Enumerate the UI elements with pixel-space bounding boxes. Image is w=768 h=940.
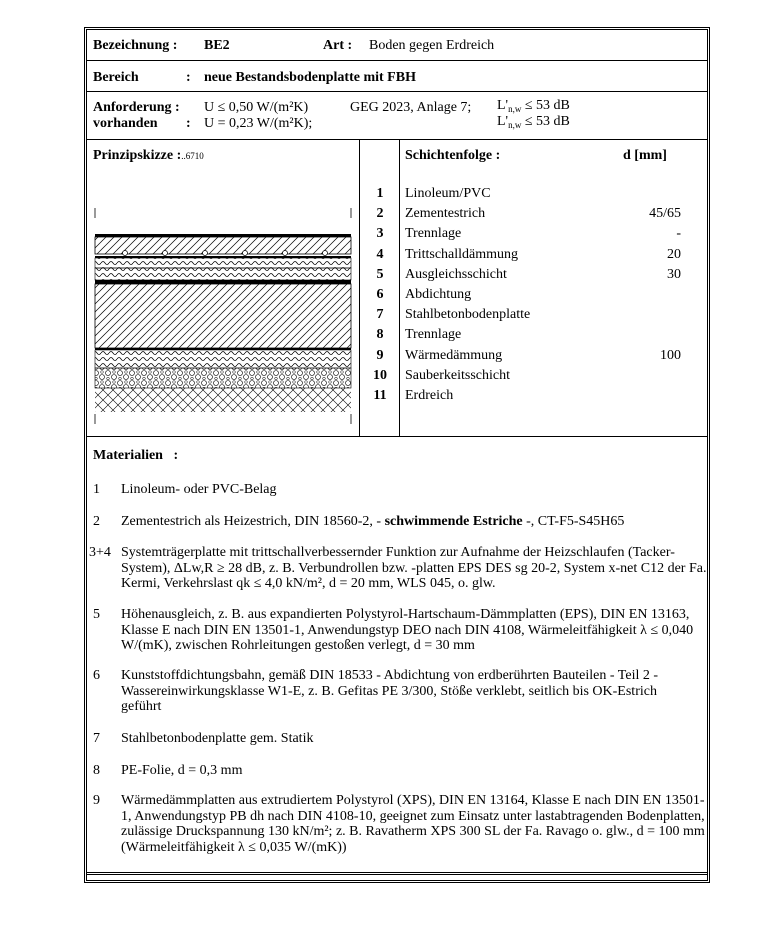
- divider: [87, 436, 707, 437]
- layer-thickness: -: [676, 226, 681, 242]
- material-num: 2: [93, 514, 100, 529]
- material-num: 5: [93, 607, 100, 622]
- material-text: Linoleum- oder PVC-Belag: [121, 482, 277, 497]
- layer-thickness: 100: [660, 347, 681, 363]
- divider: [87, 91, 707, 92]
- layer-number: 7: [376, 307, 384, 323]
- layer-number: 6: [376, 287, 384, 302]
- material-num: 6: [93, 668, 100, 683]
- anforderung-label: Anforderung :: [93, 100, 180, 115]
- layer-number: 9: [376, 347, 384, 363]
- layer-name: Stahlbetonbodenplatte: [405, 307, 531, 323]
- material-text: Kunststoffdichtungsbahn, gemäß DIN 18533 - Abdichtung von erdberührten Bauteilen - Teil 2 - Wassereinwirkungsklasse W1-E, z. B. Gefitas PE 3/300, Stöße verklebt, seitlich bis OK-Estrich geführt: [121, 668, 659, 715]
- layer-name: Erdreich: [405, 388, 454, 403]
- art-value: Boden gegen Erdreich: [369, 38, 495, 53]
- material-text: PE-Folie, d = 0,3 mm: [121, 763, 243, 778]
- layer-number: 3: [376, 226, 384, 242]
- material-text: Zementestrich als Heizestrich, DIN 18560-2, - schwimmende Estriche -, CT-F5-S45H65: [121, 514, 625, 529]
- material-text: Höhenausgleich, z. B. aus expandierten Polystyrol-Hartschaum-Dämmplatten (EPS), DIN EN 13163, Klasse E nach DIN EN 13501-1, Anwendungstyp DEO nach DIN 4108, Wärmeleitfähigkeit λ ≤ 0,040 W/(mK), zwischen Rohrleitungen gestoßen verlegt, d = 30 mm: [121, 607, 694, 654]
- l-existing: $L'_{n,w} \le 53$ dB: [497, 114, 570, 130]
- layer-number: 8: [376, 327, 384, 343]
- material-num: 7: [93, 731, 100, 746]
- material-text: Stahlbetonbodenplatte gem. Statik: [121, 731, 314, 746]
- vorhanden-value: U = 0,23 W/(m²K);: [204, 116, 313, 131]
- layer-number: 4: [376, 246, 384, 262]
- material-num: 3+4: [89, 545, 111, 560]
- vorhanden-colon: :: [186, 116, 191, 131]
- material-text: Systemträgerplatte mit trittschallverbessernder Funktion zur Aufnahme der Heizschlaufen (Tacker-System), ΔLw,R ≥ 28 dB, z. B. Verbundrollen bzw. -platten EPS DES sg 20-2, System x-net C12 der Fa. Kermi, Verkehrslast qk ≤ 4,0 kN/m², d = 20 mm, WLS 045, o. glw.: [121, 545, 707, 592]
- layer-name: Ausgleichsschicht: [405, 266, 507, 282]
- layer-number: 11: [373, 388, 387, 403]
- layer-number: 2: [376, 206, 384, 222]
- material-num: 1: [93, 482, 100, 497]
- divider: [87, 139, 707, 140]
- layer-name: Abdichtung: [405, 287, 472, 302]
- bezeichnung-value: BE2: [204, 38, 230, 53]
- layer-thickness: 45/65: [649, 206, 681, 222]
- art-label: Art :: [323, 38, 353, 53]
- material-num: 9: [93, 793, 100, 808]
- material-num: 8: [93, 763, 100, 778]
- divider: [87, 60, 707, 61]
- layer-number: 1: [376, 186, 384, 201]
- sketch-label: Prinzipskizze :..6710: [93, 148, 204, 163]
- layer-thickness: 30: [667, 266, 681, 282]
- geg-reference: GEG 2023, Anlage 7;: [350, 100, 472, 115]
- column-divider: [399, 140, 400, 436]
- anforderung-value: U ≤ 0,50 W/(m²K): [204, 100, 309, 115]
- layer-name: Trennlage: [405, 327, 462, 343]
- layer-name: Zementestrich: [405, 206, 486, 222]
- layers-unit: d [mm]: [623, 148, 667, 163]
- floor-section-sketch: [93, 170, 353, 430]
- bereich-value: neue Bestandsbodenplatte mit FBH: [204, 70, 416, 85]
- vorhanden-label: vorhanden: [93, 116, 158, 131]
- column-divider: [359, 140, 360, 436]
- layer-name: Trittschalldämmung: [405, 246, 519, 262]
- layer-number: 10: [373, 367, 387, 383]
- materials-title: Materialien :: [93, 448, 179, 463]
- layer-name: Wärmedämmung: [405, 347, 503, 363]
- layer-name: Sauberkeitsschicht: [405, 367, 510, 383]
- bezeichnung-label: Bezeichnung :: [93, 38, 178, 53]
- layer-thickness: 20: [667, 246, 681, 262]
- bereich-label: Bereich: [93, 70, 139, 85]
- bereich-colon: :: [186, 70, 191, 85]
- layers-title: Schichtenfolge :: [405, 148, 501, 163]
- layer-number: 5: [376, 266, 384, 282]
- bottom-divider: [87, 872, 707, 875]
- material-text: Wärmedämmplatten aus extrudiertem Polystyrol (XPS), DIN EN 13164, Klasse E nach DIN EN 13501-1, Anwendungstyp PB dh nach DIN 4108-10, geeignet zum Einsatz unter lastabtragenden Bodenplatten, zulässige Druckspannung 130 kN/m²; z. B. Ravatherm XPS 300 SL der Fa. Ravago o. glw., d = 100 mm (Wärmeleitfähigkeit λ ≤ 0,035 W/(mK)): [121, 793, 705, 856]
- l-requirement: $L'_{n,w} \le 53$ dB: [497, 98, 570, 114]
- layer-name: Trennlage: [405, 226, 462, 242]
- datasheet-frame: [84, 27, 710, 883]
- layer-name: Linoleum/PVC: [405, 186, 491, 201]
